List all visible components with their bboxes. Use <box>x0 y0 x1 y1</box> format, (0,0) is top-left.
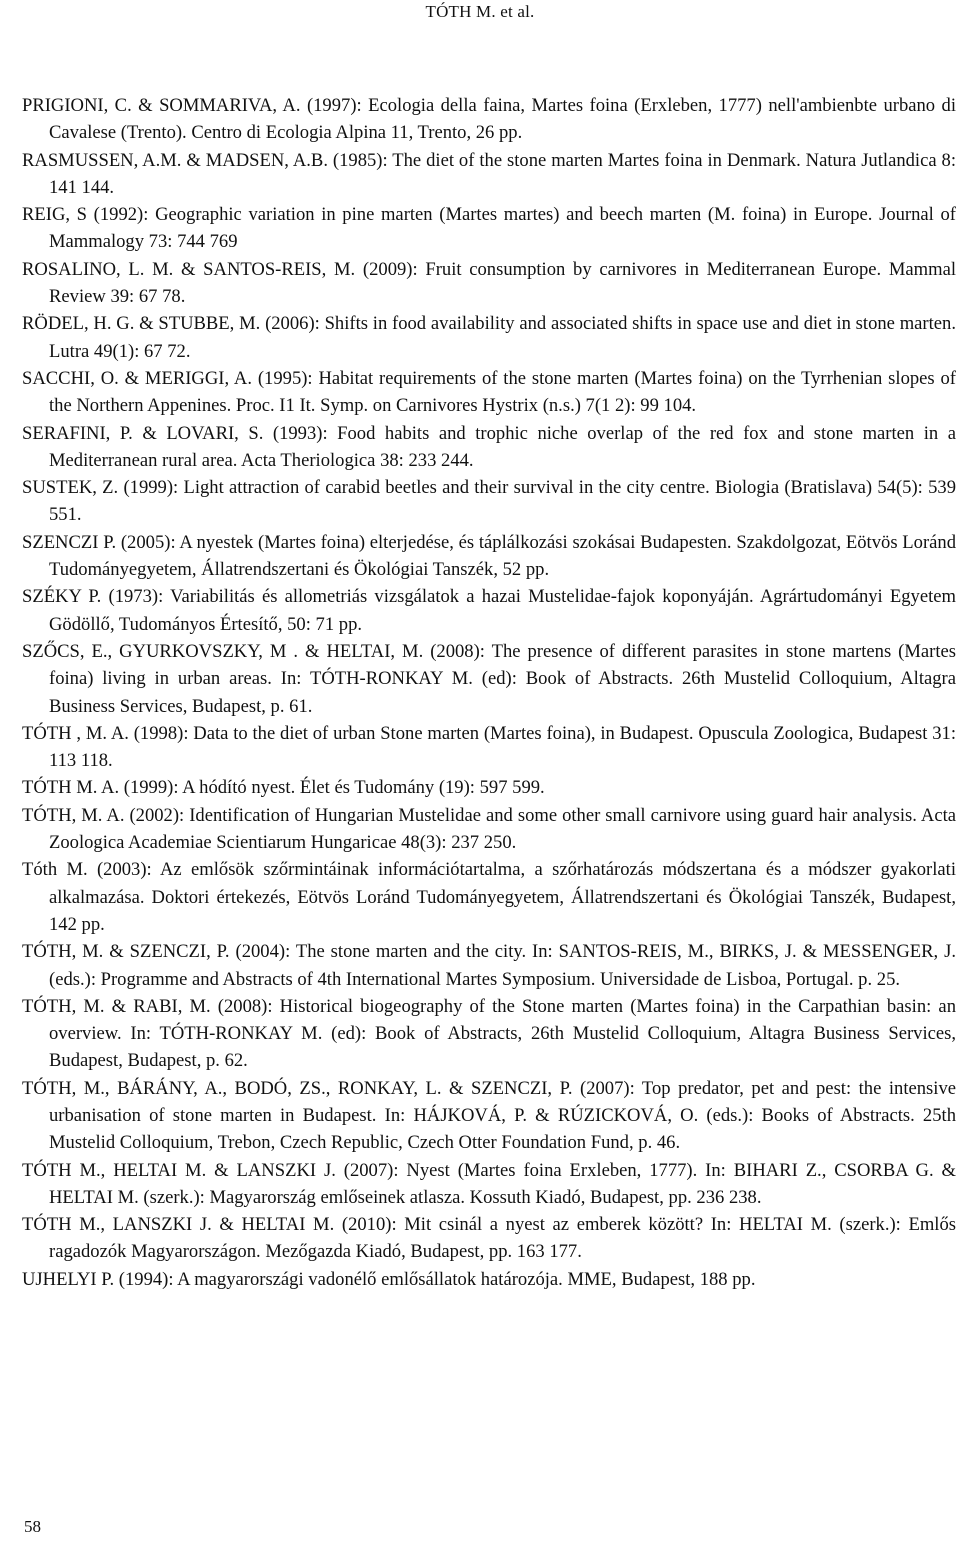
reference-entry: REIG, S (1992): Geographic variation in pine marten (Martes martes) and beech marten (M. foina) in Europe. Journal of Mammalogy 73: 744 769 <box>22 204 956 253</box>
reference-entry: ROSALINO, L. M. & SANTOS-REIS, M. (2009): Fruit consumption by carnivores in Mediterranean Europe. Mammal Review 39: 67 78. <box>22 258 956 308</box>
reference-entry: RASMUSSEN, A.M. & MADSEN, A.B. (1985): The diet of the stone marten Martes foina in Denmark. Natura Jutlandica 8: 141 144. <box>22 149 956 198</box>
reference-entry: SZÉKY P. (1973): Variabilitás és allometriás vizsgálatok a hazai Mustelidae-fajok koponyáján. Agrártudományi Egyetem Gödöllő, Tudományos Értesítő, 50: 71 pp. <box>22 586 956 635</box>
reference-entry: TÓTH, M., BÁRÁNY, A., BODÓ, ZS., RONKAY, L. & SZENCZI, P. (2007): Top predator, pet and pest: the intensive urbanisation of stone marten in Budapest. In: HÁJKOVÁ, P. & RÚZICKOVÁ, O. (eds.): Books of Abstracts. 25th Mustelid Colloquium, Trebon, Czech Republic, Czech Otter Foundation Fund, p. 46. <box>22 1077 956 1154</box>
reference-entry: TÓTH, M. & RABI, M. (2008): Historical biogeography of the Stone marten (Martes foina) in the Carpathian basin: an overview. In: TÓTH-RONKAY M. (ed): Book of Abstracts, 26th Mustelid Colloquium, Altagra Business Services, Budapest, Budapest, p. 62. <box>22 995 956 1072</box>
reference-entry: SERAFINI, P. & LOVARI, S. (1993): Food habits and trophic niche overlap of the red fox and stone marten in a Mediterranean rural area. Acta Theriologica 38: 233 244. <box>22 422 956 471</box>
reference-entry: SZŐCS, E., GYURKOVSZKY, M . & HELTAI, M. (2008): The presence of different parasites in stone martens (Martes foina) living in urban areas. In: TÓTH-RONKAY M. (ed): Book of Abstracts. 26th Mustelid Colloquium, Altagra Business Services, Budapest, p. 61. <box>22 640 956 717</box>
reference-list <box>22 92 956 1293</box>
reference-entry: TÓTH , M. A. (1998): Data to the diet of urban Stone marten (Martes foina), in Budapest. Opuscula Zoologica, Budapest 31: 113 118. <box>22 722 956 772</box>
reference-entry: TÓTH M. A. (1999): A hódító nyest. Élet és Tudomány (19): 597 599. <box>22 777 545 799</box>
page-number: 58 <box>24 1517 41 1536</box>
reference-entry: TÓTH M., HELTAI M. & LANSZKI J. (2007): Nyest (Martes foina Erxleben, 1777). In: BIHARI Z., CSORBA G. & HELTAI M. (szerk.): Magyarország emlőseinek atlasza. Kossuth Kiadó, Budapest, pp. 236 238. <box>22 1159 956 1208</box>
reference-entry: PRIGIONI, C. & SOMMARIVA, A. (1997): Ecologia della faina, Martes foina (Erxleben, 1777) nell'ambienbte urbano di Cavalese (Trento). Centro di Ecologia Alpina 11, Trento, 26 pp. <box>22 95 956 144</box>
reference-entry: SACCHI, O. & MERIGGI, A. (1995): Habitat requirements of the stone marten (Martes foina) on the Tyrrhenian slopes of the Northern Appenines. Proc. I1 It. Symp. on Carnivores Hystrix (n.s.) 7(1 2): 99 104. <box>22 367 956 417</box>
reference-entry: TÓTH, M. & SZENCZI, P. (2004): The stone marten and the city. In: SANTOS-REIS, M., BIRKS, J. & MESSENGER, J. (eds.): Programme and Abstracts of 4th International Martes Symposium. Universidade de Lisboa, Portugal. p. 25. <box>22 941 956 990</box>
reference-entry: SZENCZI P. (2005): A nyestek (Martes foina) elterjedése, és táplálkozási szokásai Budapesten. Szakdolgozat, Eötvös Loránd Tudományegyetem, Állatrendszertani és Ökológiai Tanszék, 52 pp. <box>22 531 956 581</box>
reference-entry: TÓTH, M. A. (2002): Identification of Hungarian Mustelidae and some other small carnivore using guard hair analysis. Acta Zoologica Academiae Scientiarum Hungaricae 48(3): 237 250. <box>22 804 956 854</box>
running-header: TÓTH M. et al. <box>425 2 535 21</box>
reference-entry: SUSTEK, Z. (1999): Light attraction of carabid beetles and their survival in the city centre. Biologia (Bratislava) 54(5): 539 551. <box>22 477 956 526</box>
reference-entry: UJHELYI P. (1994): A magyarországi vadonélő emlősállatok határozója. MME, Budapest, 188 pp. <box>22 1268 756 1290</box>
reference-entry: Tóth M. (2003): Az emlősök szőrmintáinak információtartalma, a szőrhatározás módszertana és a módszer gyakorlati alkalmazása. Doktori értekezés, Eötvös Loránd Tudományegyetem, Állatrendszertani és Ökológiai Tanszék, Budapest, 142 pp. <box>22 859 956 935</box>
reference-entry: RÖDEL, H. G. & STUBBE, M. (2006): Shifts in food availability and associated shifts in space use and diet in stone marten. Lutra 49(1): 67 72. <box>22 313 956 362</box>
reference-entry: TÓTH M., LANSZKI J. & HELTAI M. (2010): Mit csinál a nyest az emberek között? In: HELTAI M. (szerk.): Emlős ragadozók Magyarországon. Mezőgazda Kiadó, Budapest, pp. 163 177. <box>22 1214 956 1263</box>
